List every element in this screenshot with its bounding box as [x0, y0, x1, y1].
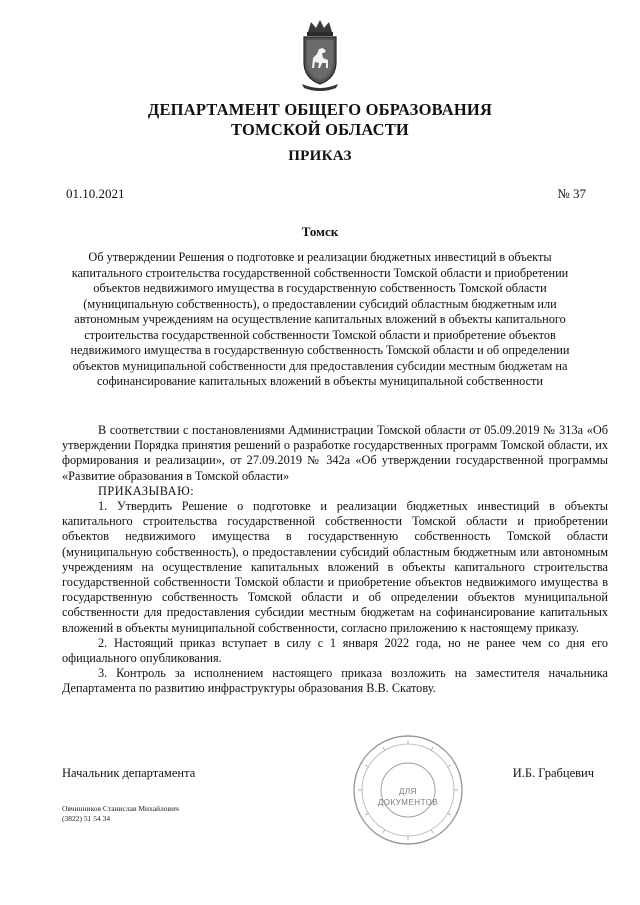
organization-line-2: ТОМСКОЙ ОБЛАСТИ	[231, 120, 409, 139]
executor-name: Овчинников Станислав Михайлович	[62, 804, 179, 813]
city: Томск	[301, 224, 339, 239]
stamp-label-line-2: ДОКУМЕНТОВ	[377, 798, 439, 807]
organization-name	[0, 100, 640, 140]
stamp-label-line-1: ДЛЯ	[399, 787, 417, 796]
document-type: ПРИКАЗ	[288, 148, 352, 164]
executor-info	[62, 804, 179, 824]
order-date: 01.10.2021	[66, 186, 125, 201]
coat-of-arms-icon	[295, 18, 345, 92]
organization-line-1: ДЕПАРТАМЕНТ ОБЩЕГО ОБРАЗОВАНИЯ	[147, 100, 493, 119]
order-body	[62, 423, 608, 697]
order-item-1: 1. Утвердить Решение о подготовке и реализации бюджетных инвестиций в объекты капитального строительства государственной собственности Томской области и приобретении объектов недвижимого имущества в государственную собственность Томской области (муниципальную собственность), о предоставлении субсидий областным бюджетным или автономным учреждениям на осуществление капитальных вложений в объекты капитального строительства государственной собственности Томской области и приобретение объектов недвижимого имущества в государственную собственность Томской области и об определении объектов муниципальной собственности для предоставления субсидии местным бюджетам на софинансирование капитальных вложений в объекты муниципальной собственности, согласно приложению к настоящему приказу.	[62, 499, 608, 635]
signatory-name: И.Б. Грабцевич	[512, 766, 594, 780]
order-item-2: 2. Настоящий приказ вступает в силу с 1 января 2022 года, но не ранее чем со дня его официального опубликования.	[62, 635, 608, 666]
preamble-paragraph: В соответствии с постановлениями Администрации Томской области от 05.09.2019 № 313а «Об утверждении Порядка принятия решений о разработке государственных программ Томской области, их формирования и реализации», от 27.09.2019 № 342а «Об утверждении государственной программы «Развитие образования в Томской области»	[62, 423, 608, 483]
executor-phone: (3822) 51 54 34	[62, 814, 111, 823]
order-word: ПРИКАЗЫВАЮ:	[98, 483, 195, 498]
signatory-position: Начальник департамента	[62, 766, 196, 780]
order-item-3: 3. Контроль за исполнением настоящего приказа возложить на заместителя начальника Департамента по развитию инфраструктуры образования В.В. Скатову.	[62, 666, 608, 696]
order-subject: Об утверждении Решения о подготовке и реализации бюджетных инвестиций в объекты капитального строительства государственной собственности Томской области и приобретении объектов недвижимого имущества в государственную собственность Томской области (муниципальную собственность), о предоставлении субсидий областным бюджетным или автономным учреждениям на осуществление капитальных вложений в объекты капитального строительства государственной собственности Томской области и приобретение объектов недвижимого имущества в государственную собственность Томской области и об определении объектов муниципальной собственности для предоставления субсидии местным бюджетам на софинансирование капитальных вложений в объекты муниципальной собственности	[70, 250, 570, 388]
order-number: № 37	[557, 186, 586, 201]
